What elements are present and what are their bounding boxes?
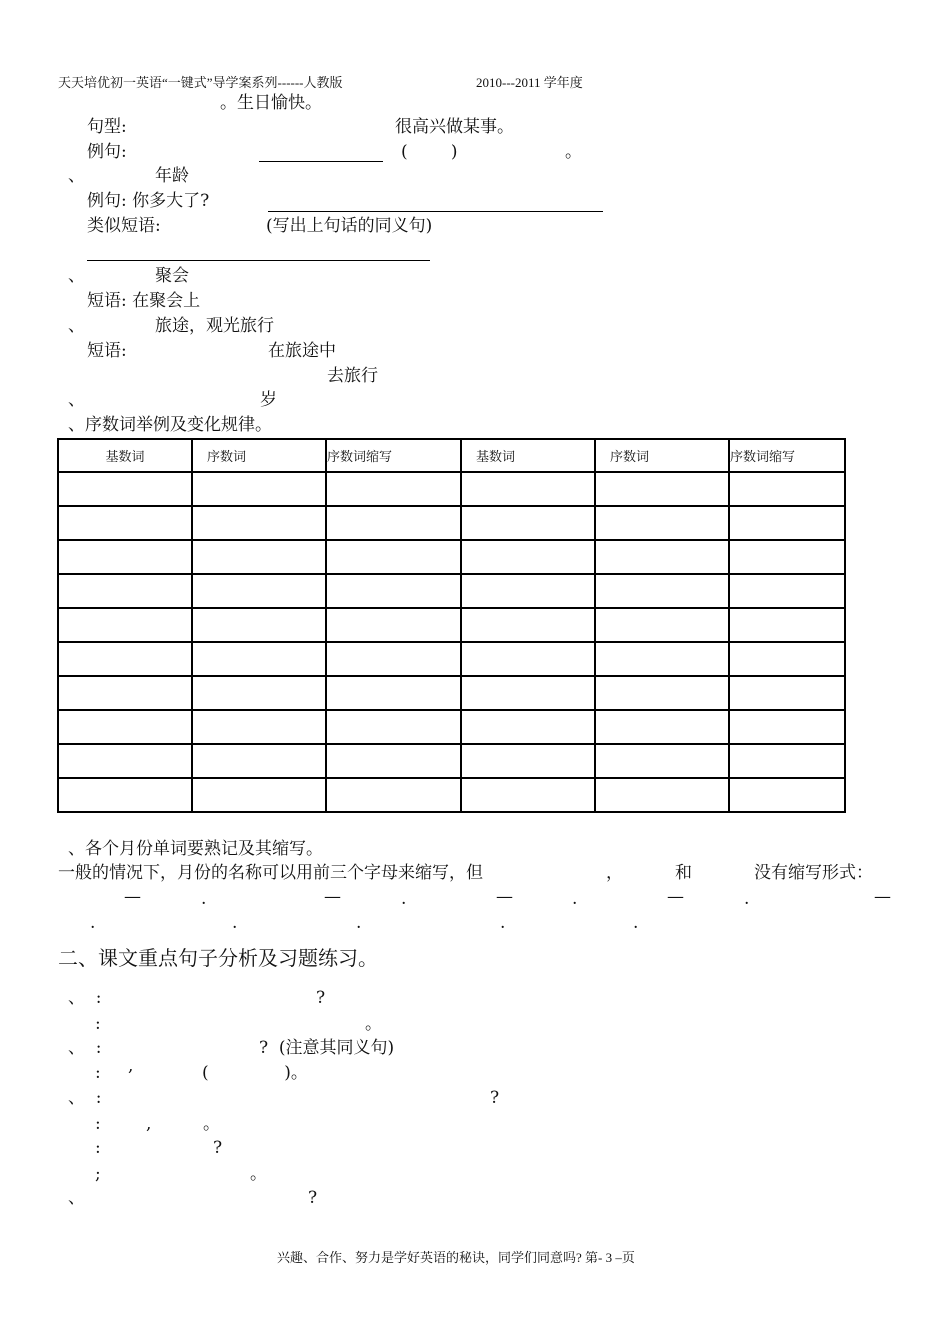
table-cell[interactable] [595,642,729,676]
word-years-old: 岁 [260,390,277,410]
table-cell[interactable] [192,608,326,642]
question-mark: ? [490,1088,500,1108]
table-cell[interactable] [326,540,461,574]
table-row [58,574,845,608]
similar-label: 类似短语: [87,216,161,236]
col-header: 基数词 [58,439,192,472]
dash-mark: — [496,887,513,907]
phrase-go-trip: 去旅行 [327,366,378,386]
dot-mark: . [232,913,238,933]
table-row [58,472,845,506]
table-cell[interactable] [461,710,595,744]
question-mark: ? [316,988,326,1008]
ordinal-table [57,438,846,813]
similar-hint: (写出上句话的同义句) [266,216,433,236]
example-label: 例句: [87,142,127,162]
table-cell[interactable] [192,676,326,710]
ordinal-heading: 、序数词举例及变化规律。 [68,415,272,435]
months-heading: 、各个月份单词要熟记及其缩写。 [68,839,323,859]
dot-mark: . [90,913,96,933]
question-mark: ? [308,1188,318,1208]
table-cell[interactable] [326,506,461,540]
table-cell[interactable] [729,710,845,744]
word-trip: 旅途，观光旅行 [155,316,274,336]
dash-mark: — [874,887,891,907]
dot-mark: . [401,889,407,909]
blank-line [268,211,603,212]
table-cell[interactable] [192,540,326,574]
dot-mark: . [201,889,207,909]
table-cell[interactable] [326,472,461,506]
table-row [58,778,845,812]
table-cell[interactable] [58,676,192,710]
table-cell[interactable] [729,574,845,608]
table-row [58,608,845,642]
sentence-line: : [95,1114,101,1134]
table-cell[interactable] [461,574,595,608]
table-cell[interactable] [729,608,845,642]
table-cell[interactable] [192,744,326,778]
blank-line [259,161,383,162]
pattern-label: 句型: [87,117,127,137]
header-year: 2010---2011 学年度 [476,75,583,90]
table-cell[interactable] [729,472,845,506]
blank-line [87,260,430,261]
comma-mark: , [128,1056,134,1076]
col-header: 基数词 [461,439,595,472]
table-cell[interactable] [595,710,729,744]
table-cell[interactable] [326,744,461,778]
sentence-line: 、 : [68,1088,102,1108]
table-cell[interactable] [595,676,729,710]
table-cell[interactable] [192,642,326,676]
sentence-line: : [95,1014,101,1034]
dash-mark: — [124,887,141,907]
table-cell[interactable] [192,574,326,608]
table-cell[interactable] [192,778,326,812]
table-cell[interactable] [461,540,595,574]
period-mark: 。 [365,1014,382,1034]
sentence-line: : [95,1138,101,1158]
table-cell[interactable] [461,778,595,812]
sentence-line: 、 [68,1188,85,1208]
sentence-line: : [95,1063,101,1083]
phrase-party: 短语: 在聚会上 [87,291,201,311]
table-cell[interactable] [326,574,461,608]
table-cell[interactable] [58,540,192,574]
table-cell[interactable] [595,744,729,778]
table-row [58,676,845,710]
table-cell[interactable] [58,778,192,812]
table-cell[interactable] [58,642,192,676]
table-cell[interactable] [58,506,192,540]
comma-mark: , [146,1114,152,1134]
period-mark: 。 [203,1114,220,1134]
item-mark: 、 [68,390,85,410]
header-series: 天天培优初一英语“一键式”导学案系列------人教版 [58,75,343,90]
table-cell[interactable] [58,472,192,506]
pattern-meaning: 很高兴做某事。 [395,117,514,137]
table-row [58,540,845,574]
table-cell[interactable] [729,778,845,812]
table-cell[interactable] [595,608,729,642]
table-cell[interactable] [326,608,461,642]
dot-mark: . [744,889,750,909]
table-cell[interactable] [58,574,192,608]
dot-mark: . [356,913,362,933]
table-cell[interactable] [595,778,729,812]
example-age: 例句: 你多大了? [87,191,210,211]
phrase-on-trip: 在旅途中 [268,341,336,361]
sentence-line: 、 : [68,988,102,1008]
sentence-line: ; [95,1164,101,1184]
table-cell[interactable] [192,506,326,540]
months-rule: 一般的情况下，月份的名称可以用前三个字母来缩写，但 [58,863,483,883]
table-cell[interactable] [595,540,729,574]
example-paren: ( ) [401,142,458,162]
item-mark: 、 [68,316,85,336]
table-row [58,744,845,778]
table-header-row [58,439,845,472]
line-birthday: 。生日愉快。 [220,93,322,113]
table-cell[interactable] [192,472,326,506]
table-cell[interactable] [461,744,595,778]
table-cell[interactable] [461,506,595,540]
table-cell[interactable] [461,608,595,642]
months-no-abbr: 没有缩写形式： [754,863,873,883]
dot-mark: . [500,913,506,933]
table-cell[interactable] [326,676,461,710]
period-mark: 。 [250,1164,267,1184]
table-cell[interactable] [729,506,845,540]
table-row [58,710,845,744]
table-row [58,642,845,676]
table-cell[interactable] [729,676,845,710]
table-cell[interactable] [461,642,595,676]
col-header: 序数词缩写 [326,439,461,472]
months-and: 和 [675,863,692,883]
word-party: 聚会 [155,266,189,286]
dot-mark: . [572,889,578,909]
months-comma: ， [606,863,623,883]
col-header: 序数词缩写 [729,439,845,472]
dot-mark: . [633,913,639,933]
table-cell[interactable] [595,506,729,540]
phrase-label: 短语: [87,341,127,361]
table-row [58,506,845,540]
table-cell[interactable] [58,710,192,744]
example-period: 。 [565,142,582,162]
sentence-line: 、 : [68,1038,102,1058]
table-cell[interactable] [461,472,595,506]
question-mark: ? [213,1138,223,1158]
item-mark: 、 [68,266,85,286]
table-cell[interactable] [326,642,461,676]
word-age: 年龄 [155,166,189,186]
table-cell[interactable] [326,710,461,744]
page-footer: 兴趣、合作、努力是学好英语的秘诀，同学们同意吗? 第- 3 –页 [277,1250,635,1265]
dash-mark: — [667,887,684,907]
table-cell[interactable] [729,540,845,574]
table-cell[interactable] [58,608,192,642]
item-mark: 、 [68,166,85,186]
synonym-note: ? (注意其同义句) [259,1038,395,1058]
table-cell[interactable] [729,642,845,676]
table-cell[interactable] [461,676,595,710]
table-cell[interactable] [192,710,326,744]
paren-blank: ( )。 [202,1063,308,1083]
table-cell[interactable] [595,472,729,506]
section-title: 二、课文重点句子分析及习题练习。 [58,946,378,970]
dash-mark: — [324,887,341,907]
table-cell[interactable] [595,574,729,608]
table-cell[interactable] [729,744,845,778]
col-header: 序数词 [192,439,326,472]
table-cell[interactable] [58,744,192,778]
table-cell[interactable] [326,778,461,812]
col-header: 序数词 [595,439,729,472]
